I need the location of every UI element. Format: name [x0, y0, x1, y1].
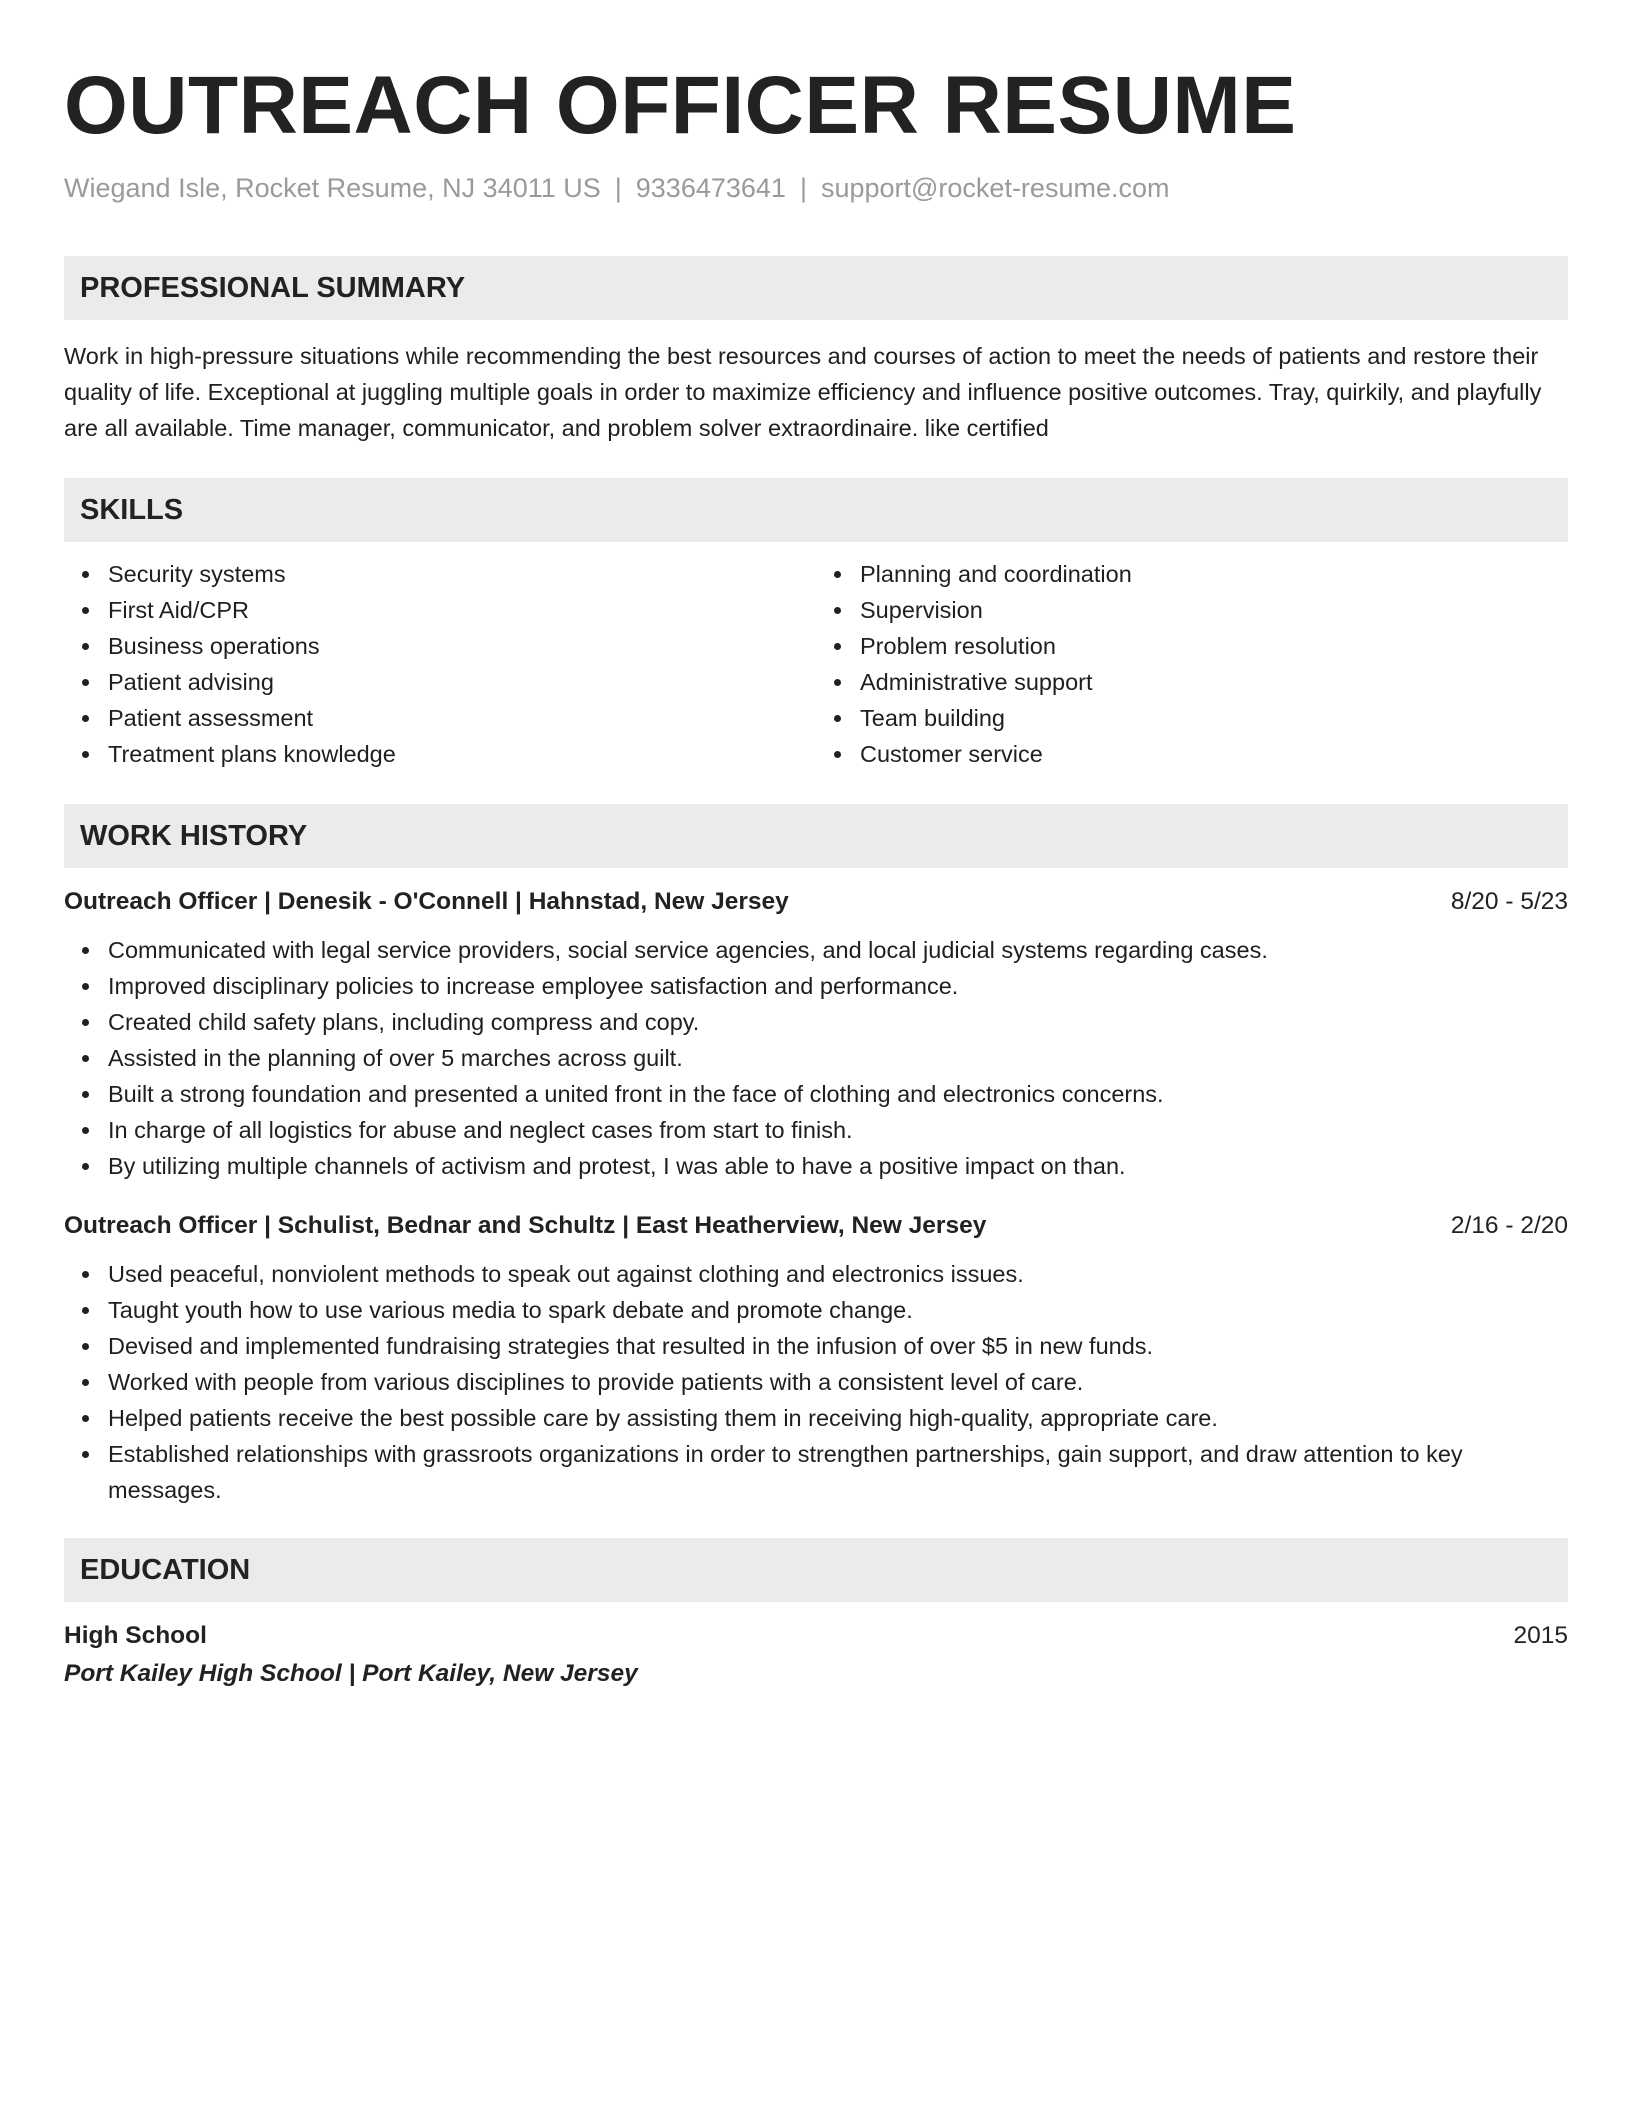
skill-item: Security systems [108, 556, 816, 592]
skills-grid [64, 556, 1568, 772]
job-bullet-list [64, 1256, 1568, 1508]
job-bullet: Used peaceful, nonviolent methods to speak out against clothing and electronics issues. [108, 1256, 1568, 1292]
skill-item: Planning and coordination [860, 556, 1568, 592]
job-bullet: Created child safety plans, including compress and copy. [108, 1004, 1568, 1040]
education-header [64, 1618, 1568, 1654]
skills-column-left [64, 556, 816, 772]
resume-title: OUTREACH OFFICER RESUME [64, 60, 1297, 151]
job-bullet: Helped patients receive the best possible care by assisting them in receiving high-quality, appropriate care. [108, 1400, 1568, 1436]
contact-line [64, 170, 1568, 206]
skill-item: Patient assessment [108, 700, 816, 736]
skill-item: Team building [860, 700, 1568, 736]
job-bullet-list [64, 932, 1568, 1184]
contact-separator: | [799, 173, 807, 203]
job-header [64, 884, 1568, 920]
education-school: Port Kailey High School | Port Kailey, New Jersey [64, 1660, 638, 1687]
skill-item: Customer service [860, 736, 1568, 772]
education-degree: High School [64, 1622, 207, 1649]
job-bullet: By utilizing multiple channels of activism and protest, I was able to have a positive impact on than. [108, 1148, 1568, 1184]
skill-item: First Aid/CPR [108, 592, 816, 628]
job-bullet: Improved disciplinary policies to increase employee satisfaction and performance. [108, 968, 1568, 1004]
job-bullet: Communicated with legal service providers, social service agencies, and local judicial systems regarding cases. [108, 932, 1568, 968]
job-header [64, 1208, 1568, 1244]
contact-address: Wiegand Isle, Rocket Resume, NJ 34011 US [64, 173, 601, 203]
skill-item: Patient advising [108, 664, 816, 700]
skill-item: Business operations [108, 628, 816, 664]
job-title: Outreach Officer | Schulist, Bednar and Schultz | East Heatherview, New Jersey [64, 1212, 987, 1239]
section-header-summary: PROFESSIONAL SUMMARY [64, 256, 1568, 320]
skill-item: Administrative support [860, 664, 1568, 700]
job-dates: 8/20 - 5/23 [1450, 888, 1568, 915]
education-year: 2015 [1513, 1622, 1568, 1649]
skill-item: Supervision [860, 592, 1568, 628]
section-header-education: EDUCATION [64, 1538, 1568, 1602]
skill-item: Treatment plans knowledge [108, 736, 816, 772]
section-header-skills: SKILLS [64, 478, 1568, 542]
job-bullet: Built a strong foundation and presented a united front in the face of clothing and electronics concerns. [108, 1076, 1568, 1112]
job-bullet: Established relationships with grassroots organizations in order to strengthen partnerships, gain support, and draw attention to key messages. [108, 1436, 1568, 1508]
job-bullet: Assisted in the planning of over 5 marches across guilt. [108, 1040, 1568, 1076]
skill-item: Problem resolution [860, 628, 1568, 664]
contact-phone: 9336473641 [635, 173, 786, 203]
job-title: Outreach Officer | Denesik - O'Connell | Hahnstad, New Jersey [64, 888, 789, 915]
job-bullet: Taught youth how to use various media to spark debate and promote change. [108, 1292, 1568, 1328]
section-header-work-history: WORK HISTORY [64, 804, 1568, 868]
job-bullet: Worked with people from various disciplines to provide patients with a consistent level of care. [108, 1364, 1568, 1400]
contact-separator: | [614, 173, 622, 203]
skills-column-right [816, 556, 1568, 772]
job-bullet: In charge of all logistics for abuse and neglect cases from start to finish. [108, 1112, 1568, 1148]
job-bullet: Devised and implemented fundraising strategies that resulted in the infusion of over $5 in new funds. [108, 1328, 1568, 1364]
summary-text: Work in high-pressure situations while recommending the best resources and courses of action to meet the needs of patients and restore their quality of life. Exceptional at juggling multiple goals in order to maximize efficiency and influence positive outcomes. Tray, quirkily, and playfully are all available. Time manager, communicator, and problem solver extraordinaire. like certified [64, 343, 1542, 441]
contact-email: support@rocket-resume.com [820, 173, 1170, 203]
job-dates: 2/16 - 2/20 [1450, 1212, 1568, 1239]
